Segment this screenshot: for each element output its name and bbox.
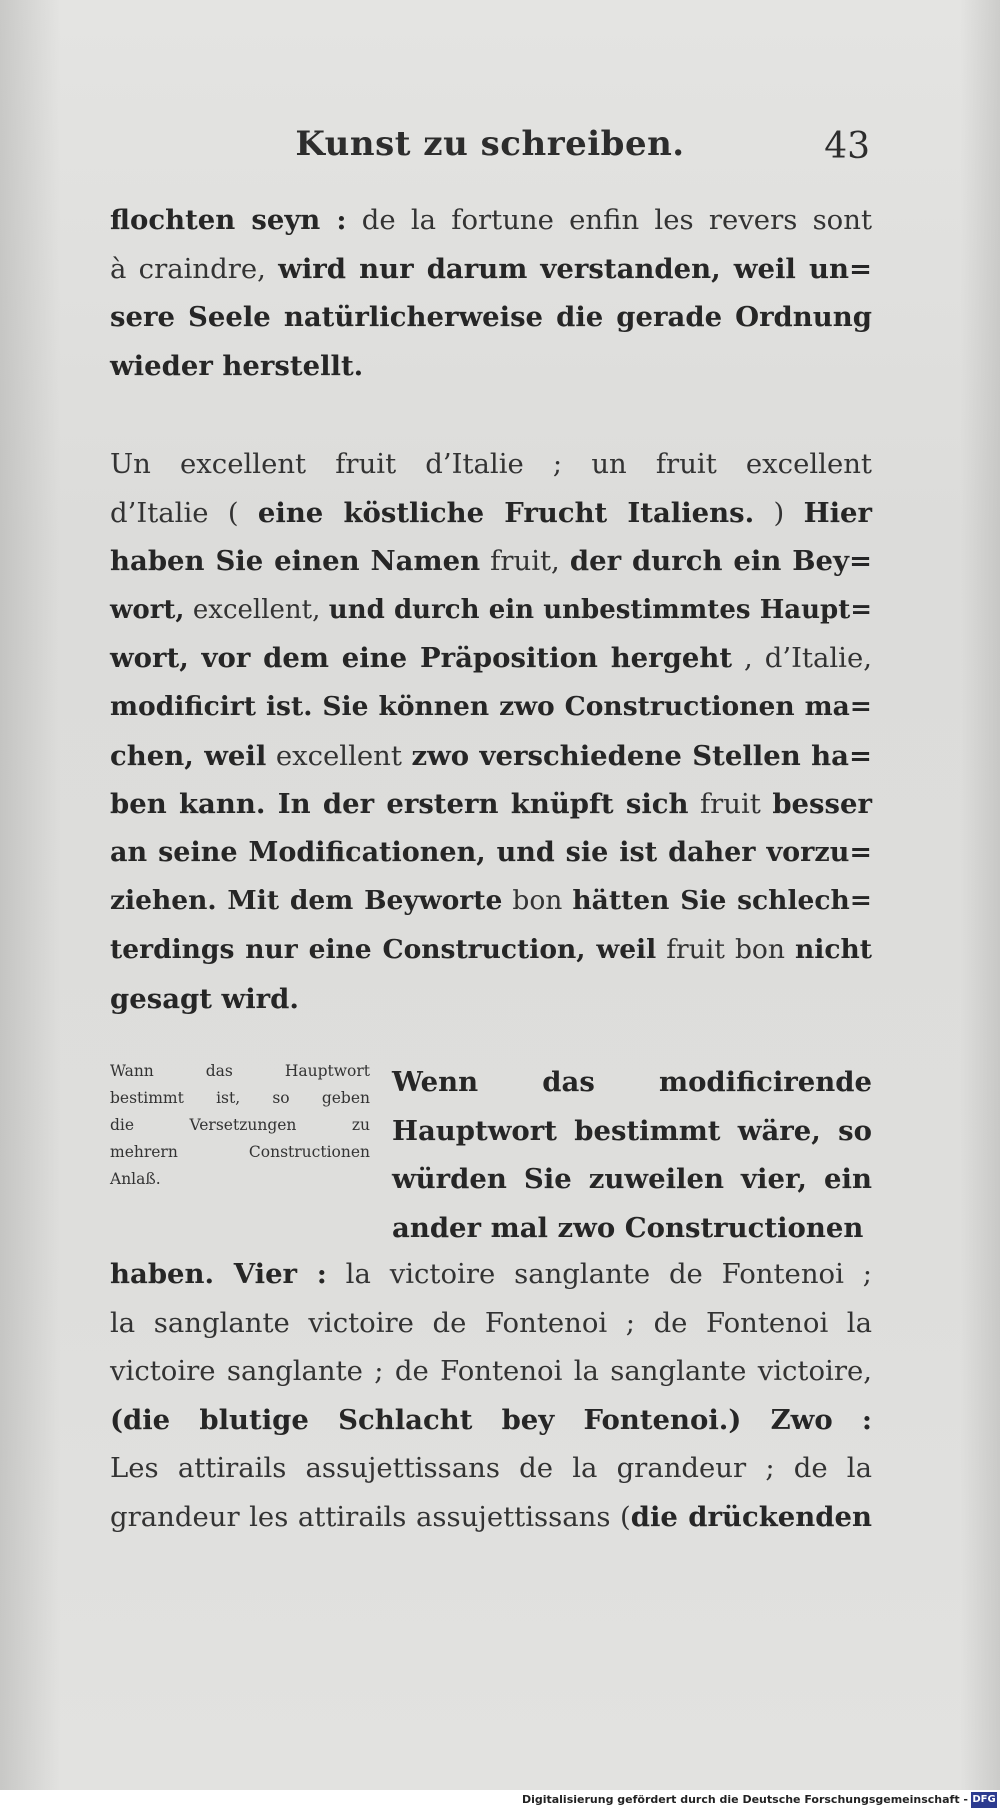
text-line [110,1493,872,1542]
german-text: (die blutige Schlacht bey Fontenoi.) Zwo : [110,1403,872,1436]
german-text: gesagt wird. [110,982,299,1015]
german-text: zwo verschiedene Stellen ha= [411,739,872,772]
german-text: haben Sie einen Namen [110,545,481,578]
french-text: fruit bon [656,933,795,965]
german-text: ziehen. Mit dem Beyworte [110,885,503,917]
paragraph-2 [110,440,872,1023]
text-line [392,1155,872,1204]
german-text: eine köstliche Frucht Italiens. [257,496,755,529]
german-text: Hier [803,496,873,529]
margin-note [110,1058,370,1193]
german-text: besser [772,788,872,821]
french-text: la sanglante victoire de Fontenoi ; de Fontenoi la [110,1306,872,1339]
german-text: an seine Modificationen, und sie ist daher vorzu= [110,836,872,868]
paragraph-3-continuation [110,1250,872,1542]
german-text: ben kann. In der erstern knüpft sich [110,788,689,821]
dfg-logo-badge: DFG [971,1792,997,1808]
german-text: terdings nur eine Construction, weil [110,933,657,965]
text-line [392,1107,872,1156]
german-text: sere Seele natürlicherweise die gerade Ordnung [110,301,872,334]
margin-note-line: bestimmt ist, so geben [110,1089,370,1107]
paragraph-1 [110,196,872,390]
french-text: bon [502,885,573,917]
text-line [110,829,872,878]
text-line [110,780,872,829]
text-line [110,683,872,732]
text-line [110,342,872,391]
french-text: fruit [688,788,773,821]
french-text: Les attirails assujettissans de la grandeur ; de la [110,1452,872,1485]
page-edge-shadow [960,0,1000,1790]
page-header [110,124,870,184]
french-text: ) [754,496,804,529]
text-line [392,1204,872,1253]
german-text: wieder herstellt. [110,349,364,382]
french-text: excellent, [184,594,329,625]
german-text: nicht [795,933,872,965]
margin-note-line: Wann das Hauptwort [110,1062,370,1080]
text-line [110,245,872,294]
german-text: wird nur darum verstanden, weil un= [278,252,872,285]
german-text: hätten Sie schlech= [572,885,872,917]
footer-credit: Digitalisierung gefördert durch die Deutsche Forschungsgemeinschaft - [521,1793,968,1806]
running-title: Kunst zu schreiben. [295,124,685,164]
text-line [110,634,872,683]
french-text: d’Italie ( [110,496,258,529]
margin-note-line: mehrern Constructionen [110,1143,370,1161]
french-text: fruit, [480,545,570,578]
german-text: wort, [110,594,185,625]
text-line [110,196,872,245]
text-line [110,537,872,586]
german-text: wort, vor dem eine Präposition hergeht [110,642,733,675]
margin-note-line: die Versetzungen zu [110,1116,370,1134]
german-text: flochten seyn : [110,204,347,236]
german-text: haben. Vier : [110,1258,327,1290]
paragraph-3-opening [392,1058,872,1252]
german-text: Hauptwort bestimmt wäre, so [392,1114,872,1147]
text-line [110,586,872,635]
german-text: ander mal zwo Constructionen [392,1211,864,1244]
text-line [110,926,872,975]
text-line [110,1250,872,1299]
page-number: 43 [824,126,870,167]
german-text: der durch ein Bey= [569,545,873,578]
text-line [110,877,872,926]
page-gutter-shadow [0,0,60,1790]
german-text: würden Sie zuweilen vier, ein [392,1163,872,1196]
text-line [110,975,872,1024]
french-text: victoire sanglante ; de Fontenoi la sanglante victoire, [110,1355,872,1388]
text-line [110,732,872,781]
text-line [110,1299,872,1348]
french-text: Un excellent fruit d’Italie ; un fruit excellent [110,448,872,480]
french-text: excellent [266,739,412,772]
french-text: la victoire sanglante de Fontenoi ; [326,1258,872,1290]
text-line [110,1347,872,1396]
german-text: modificirt ist. Sie können zwo Constructionen ma= [110,690,872,722]
text-line [110,440,872,489]
paragraph-3-block [110,1058,872,1244]
text-line [110,1396,872,1445]
digitization-footer [0,1790,1000,1811]
german-text: und durch ein unbestimmtes Haupt= [328,594,872,625]
text-line [392,1058,872,1107]
german-text: chen, weil [110,739,267,772]
margin-note-line: Anlaß. [110,1170,161,1188]
german-text: Wenn das modificirende [392,1066,872,1098]
german-text: die drückenden [630,1500,872,1533]
text-line [110,1444,872,1493]
french-text: grandeur les attirails assujettissans ( [110,1500,631,1533]
french-text: à craindre, [110,252,279,285]
text-line [110,293,872,342]
french-text: de la fortune enfin les revers sont [346,204,872,236]
text-line [110,489,872,538]
french-text: , d’Italie, [732,642,872,675]
